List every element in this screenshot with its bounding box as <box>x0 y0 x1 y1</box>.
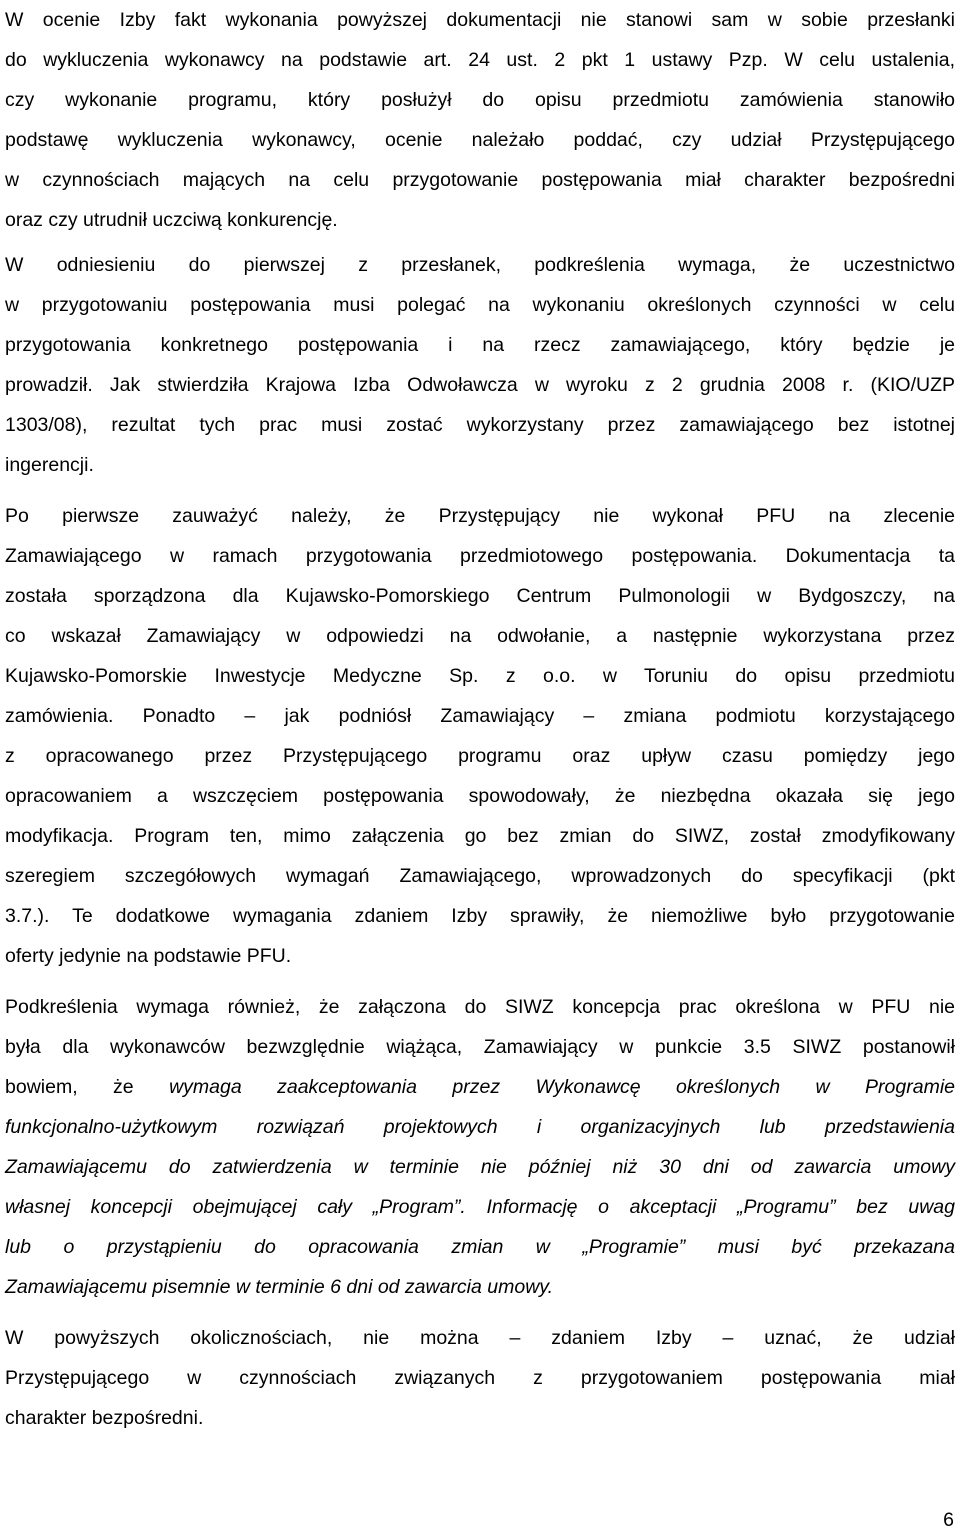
text-run: bowiem, że <box>5 1076 170 1098</box>
text-line: W ocenie Izby fakt wykonania powyższej dokumentacji nie stanowi sam w sobie przesłanki <box>5 9 955 31</box>
text-line: szeregiem szczegółowych wymagań Zamawiającego, wprowadzonych do specyfikacji (pkt <box>5 865 955 887</box>
text-line: 3.7.). Te dodatkowe wymagania zdaniem Izby sprawiły, że niemożliwe było przygotowanie <box>5 905 955 927</box>
italic-quote-line: Zamawiającemu pisemnie w terminie 6 dni od zawarcia umowy. <box>5 1276 554 1298</box>
text-line: co wskazał Zamawiający w odpowiedzi na odwołanie, a następnie wykorzystana przez <box>5 625 955 647</box>
text-line: ingerencji. <box>5 454 94 476</box>
text-line: oraz czy utrudnił uczciwą konkurencję. <box>5 209 338 231</box>
text-line <box>5 1067 955 1107</box>
text-line: Kujawsko-Pomorskie Inwestycje Medyczne Sp. z o.o. w Toruniu do opisu przedmiotu <box>5 665 955 687</box>
text-line: czy wykonanie programu, który posłużył do opisu przedmiotu zamówienia stanowiło <box>5 89 955 111</box>
text-line: w przygotowaniu postępowania musi polegać na wykonaniu określonych czynności w celu <box>5 294 955 316</box>
text-line: do wykluczenia wykonawcy na podstawie art. 24 ust. 2 pkt 1 ustawy Pzp. W celu ustalenia, <box>5 49 955 71</box>
text-line: oferty jedynie na podstawie PFU. <box>5 945 292 967</box>
text-line: w czynnościach mających na celu przygotowanie postępowania miał charakter bezpośredni <box>5 169 955 191</box>
italic-quote: wymaga zaakceptowania przez Wykonawcę określonych w Programie <box>169 1076 956 1098</box>
text-line: z opracowanego przez Przystępującego programu oraz upływ czasu pomiędzy jego <box>5 745 955 767</box>
text-line: Przystępującego w czynnościach związanych z przygotowaniem postępowania miał <box>5 1367 955 1389</box>
text-line: 1303/08), rezultat tych prac musi zostać wykorzystany przez zamawiającego bez istotnej <box>5 414 955 436</box>
text-line: modyfikacja. Program ten, mimo załączenia go bez zmian do SIWZ, został zmodyfikowany <box>5 825 955 847</box>
italic-quote-line: Zamawiającemu do zatwierdzenia w terminie nie później niż 30 dni od zawarcia umowy <box>5 1156 955 1178</box>
text-line: Podkreślenia wymaga również, że załączona do SIWZ koncepcja prac określona w PFU nie <box>5 996 955 1018</box>
text-line: W odniesieniu do pierwszej z przesłanek, podkreślenia wymaga, że uczestnictwo <box>5 254 955 276</box>
text-line: opracowaniem a wszczęciem postępowania spowodowały, że niezbędna okazała się jego <box>5 785 955 807</box>
page-number: 6 <box>943 1509 954 1531</box>
text-line: Po pierwsze zauważyć należy, że Przystępujący nie wykonał PFU na zlecenie <box>5 505 955 527</box>
text-line: W powyższych okolicznościach, nie można – zdaniem Izby – uznać, że udział <box>5 1327 955 1349</box>
text-line: przygotowania konkretnego postępowania i na rzecz zamawiającego, który będzie je <box>5 334 955 356</box>
text-line: Zamawiającego w ramach przygotowania przedmiotowego postępowania. Dokumentacja ta <box>5 545 955 567</box>
italic-quote-line: własnej koncepcji obejmującej cały „Program”. Informację o akceptacji „Programu” bez uwag <box>5 1196 955 1218</box>
text-line: była dla wykonawców bezwzględnie wiążąca, Zamawiający w punkcie 3.5 SIWZ postanowił <box>5 1036 955 1058</box>
italic-quote-line: lub o przystąpieniu do opracowania zmian w „Programie” musi być przekazana <box>5 1236 955 1258</box>
italic-quote-line: funkcjonalno-użytkowym rozwiązań projektowych i organizacyjnych lub przedstawienia <box>5 1116 955 1138</box>
text-line: podstawę wykluczenia wykonawcy, ocenie należało poddać, czy udział Przystępującego <box>5 129 955 151</box>
text-line: charakter bezpośredni. <box>5 1407 204 1429</box>
text-line: prowadził. Jak stwierdziła Krajowa Izba Odwoławcza w wyroku z 2 grudnia 2008 r. (KIO/UZP <box>5 374 955 396</box>
text-line: została sporządzona dla Kujawsko-Pomorskiego Centrum Pulmonologii w Bydgoszczy, na <box>5 585 955 607</box>
text-line: zamówienia. Ponadto – jak podniósł Zamawiający – zmiana podmiotu korzystającego <box>5 705 955 727</box>
